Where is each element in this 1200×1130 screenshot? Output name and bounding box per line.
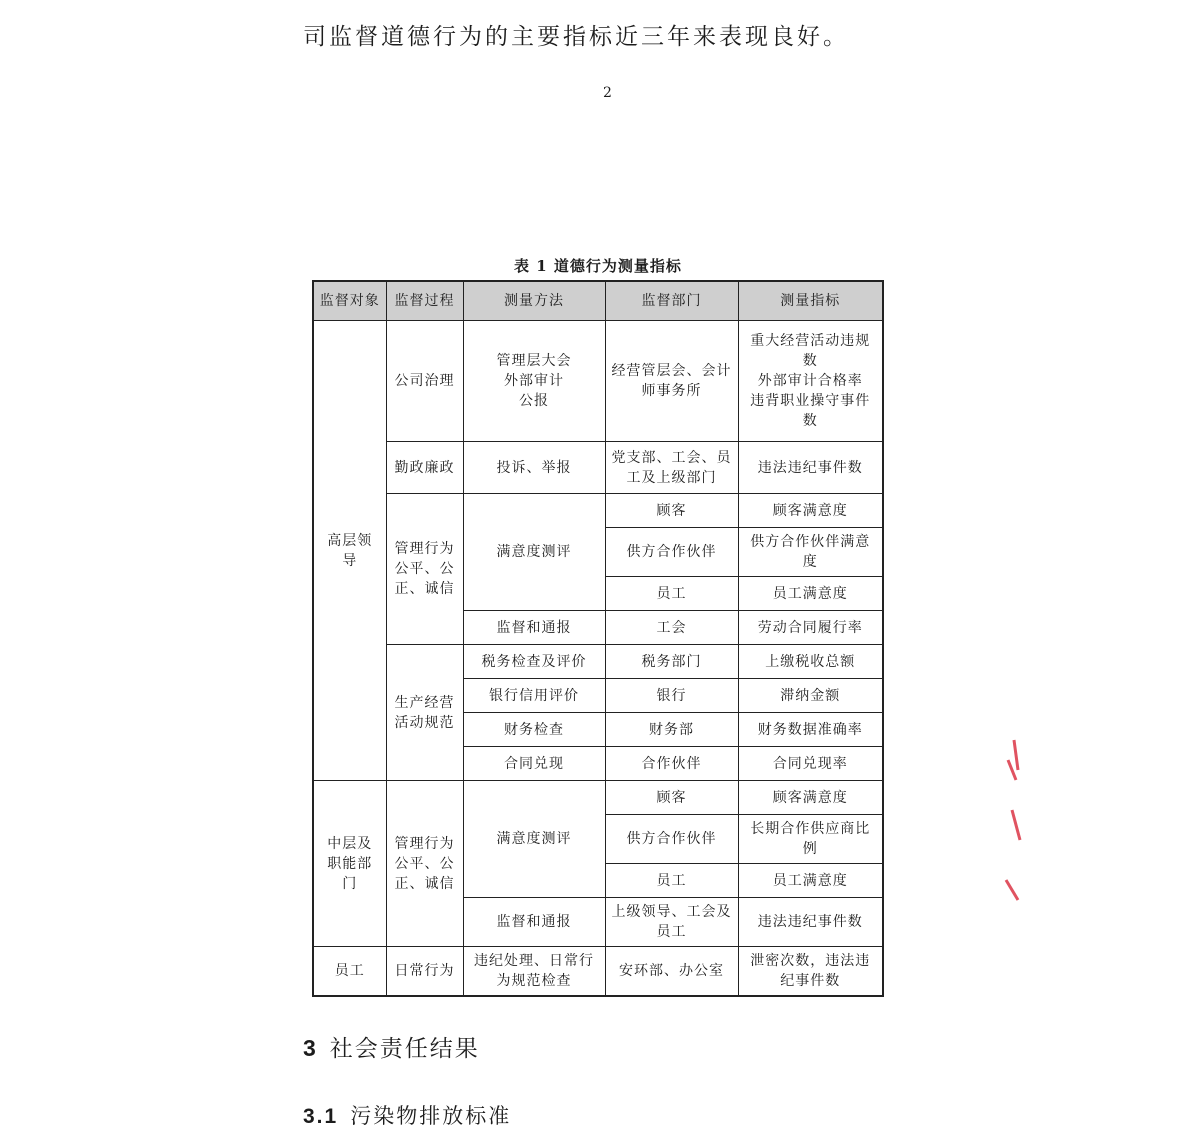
- metric-cell: 泄密次数，违法违纪事件数: [738, 947, 883, 996]
- department-cell: 安环部、办公室: [605, 947, 738, 996]
- metric-cell: 滞纳金额: [738, 679, 883, 713]
- method-cell: 满意度测评: [463, 494, 605, 611]
- department-cell: 工会: [605, 611, 738, 645]
- process-cell: 生产经营活动规范: [386, 645, 463, 781]
- table-row: [313, 321, 883, 442]
- department-cell: 上级领导、工会及员工: [605, 898, 738, 947]
- department-cell: 员工: [605, 577, 738, 611]
- method-cell: 合同兑现: [463, 747, 605, 781]
- table-row: [313, 645, 883, 679]
- header-cell: 监督对象: [313, 281, 386, 321]
- method-line: 外部审计: [504, 373, 564, 389]
- metric-line: 外部审计合格率: [757, 373, 863, 389]
- method-cell: 违纪处理、日常行为规范检查: [463, 947, 605, 996]
- group-staff: 员工: [313, 947, 386, 996]
- table-row: [313, 781, 883, 815]
- header-cell: 测量指标: [738, 281, 883, 321]
- metric-cell: 劳动合同履行率: [738, 611, 883, 645]
- process-cell: 勤政廉政: [386, 442, 463, 494]
- metric-cell: 供方合作伙伴满意度: [738, 528, 883, 577]
- method-cell: 满意度测评: [463, 781, 605, 898]
- metric-cell: 合同兑现率: [738, 747, 883, 781]
- metric-cell: 员工满意度: [738, 864, 883, 898]
- method-cell: 监督和通报: [463, 898, 605, 947]
- metric-cell: 违法违纪事件数: [738, 442, 883, 494]
- process-cell: 管理行为公平、公正、诚信: [386, 494, 463, 645]
- table-row: [313, 494, 883, 528]
- method-cell: 监督和通报: [463, 611, 605, 645]
- section-number: 3: [303, 1035, 318, 1061]
- process-cell: 日常行为: [386, 947, 463, 996]
- department-cell: 银行: [605, 679, 738, 713]
- page-number: 2: [603, 85, 612, 101]
- department-cell: 供方合作伙伴: [605, 528, 738, 577]
- metric-cell: [738, 321, 883, 442]
- header-cell: 测量方法: [463, 281, 605, 321]
- department-cell: 税务部门: [605, 645, 738, 679]
- department-cell: 合作伙伴: [605, 747, 738, 781]
- subsection-title: 污染物排放标准: [350, 1104, 512, 1128]
- method-line: 公报: [519, 393, 549, 409]
- department-cell: 顾客: [605, 781, 738, 815]
- method-cell: 投诉、举报: [463, 442, 605, 494]
- group-senior: 高层领导: [313, 321, 386, 781]
- method-cell: 银行信用评价: [463, 679, 605, 713]
- metric-cell: 财务数据准确率: [738, 713, 883, 747]
- process-cell: 公司治理: [386, 321, 463, 442]
- process-cell: 管理行为公平、公正、诚信: [386, 781, 463, 947]
- ethics-metrics-table: [312, 280, 884, 997]
- table-row: [313, 947, 883, 996]
- department-cell: 顾客: [605, 494, 738, 528]
- metric-cell: 员工满意度: [738, 577, 883, 611]
- table-row: [313, 442, 883, 494]
- table-caption: [0, 255, 1200, 276]
- department-cell: 供方合作伙伴: [605, 815, 738, 864]
- stamp-edge: [1000, 730, 1022, 920]
- metric-cell: 顾客满意度: [738, 494, 883, 528]
- group-middle: 中层及职能部门: [313, 781, 386, 947]
- method-line: 管理层大会: [496, 353, 572, 369]
- method-cell: 财务检查: [463, 713, 605, 747]
- table-caption-text: 表 1 道德行为测量指标: [514, 257, 682, 275]
- header-cell: 监督过程: [386, 281, 463, 321]
- metric-cell: 违法违纪事件数: [738, 898, 883, 947]
- header-cell: 监督部门: [605, 281, 738, 321]
- body-paragraph: 司监督道德行为的主要指标近三年来表现良好。: [303, 24, 849, 50]
- method-cell: [463, 321, 605, 442]
- department-cell: 财务部: [605, 713, 738, 747]
- section-title: 社会责任结果: [329, 1036, 480, 1062]
- department-cell: 党支部、工会、员工及上级部门: [605, 442, 738, 494]
- metric-line: 违背职业操守事件数: [750, 393, 871, 429]
- method-cell: 税务检查及评价: [463, 645, 605, 679]
- metric-cell: 长期合作供应商比例: [738, 815, 883, 864]
- metric-line: 重大经营活动违规数: [750, 333, 871, 369]
- subsection-heading: [303, 1100, 511, 1130]
- section-heading: [303, 1030, 480, 1063]
- department-cell: 员工: [605, 864, 738, 898]
- metric-cell: 顾客满意度: [738, 781, 883, 815]
- table-header-row: [313, 281, 883, 321]
- department-cell: 经营管层会、会计师事务所: [605, 321, 738, 442]
- subsection-number: 3.1: [303, 1105, 339, 1128]
- metric-cell: 上缴税收总额: [738, 645, 883, 679]
